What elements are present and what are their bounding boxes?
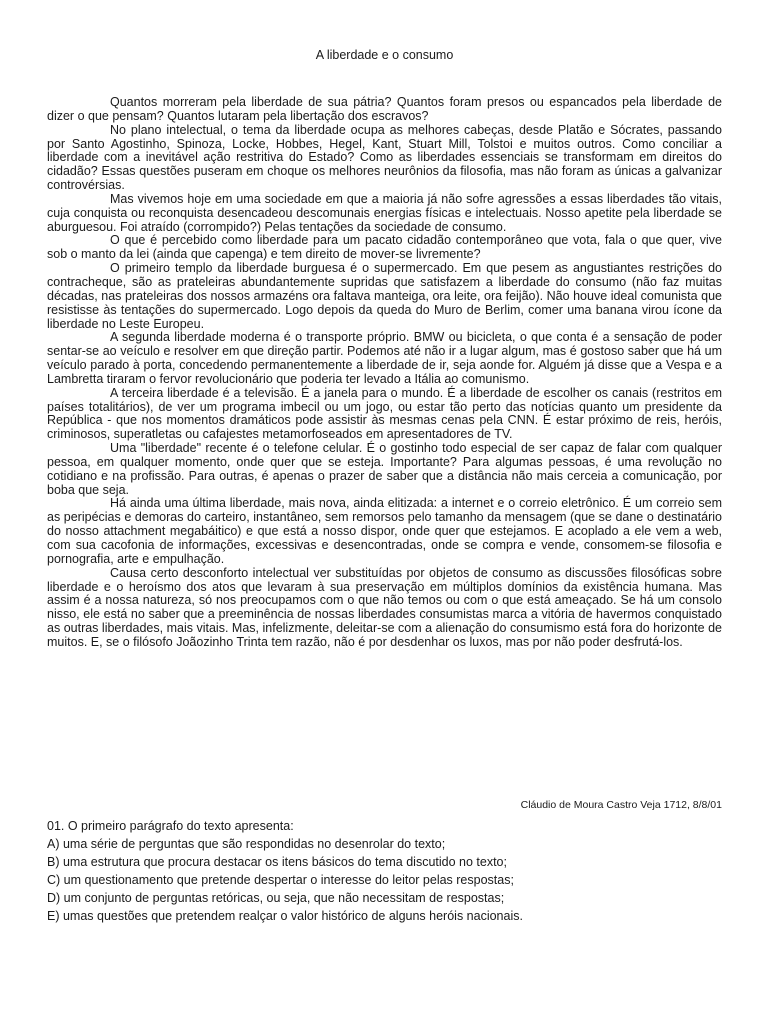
- page-title: A liberdade e o consumo: [315, 48, 454, 62]
- paragraph: A terceira liberdade é a televisão. É a janela para o mundo. É a liberdade de escolher os canais (restritos em países totalitários), de ver um programa imbecil ou um jogo, ou estar tão perto das notícias quanto um presidente da República - que nos momentos dramáticos pode assistir às mesmas cenas pela CNN. É estar próximo de reis, heróis, criminosos, superatletas ou cafajestes metamorfoseados em apresentadores de TV.: [47, 385, 722, 442]
- answer-option-b: B) uma estrutura que procura destacar os itens básicos do tema discutido no texto;: [47, 855, 507, 869]
- question-prompt: 01. O primeiro parágrafo do texto apresenta:: [47, 819, 294, 833]
- source-citation: Cláudio de Moura Castro Veja 1712, 8/8/01: [520, 799, 722, 811]
- answer-options: [47, 835, 722, 925]
- article-body: [47, 96, 722, 650]
- paragraph: Uma "liberdade" recente é o telefone celular. É o gostinho todo especial de ser capaz de falar com qualquer pessoa, em qualquer momento, onde quer que se esteja. Importante? Para algumas pessoas, é uma revolução no cotidiano e na profissão. Para outras, é apenas o prazer de saber que a distância não mais cerceia a comunicação, por boba que seja.: [47, 441, 722, 497]
- answer-option-a: A) uma série de perguntas que são respondidas no desenrolar do texto;: [47, 837, 446, 851]
- question-block: [47, 817, 722, 925]
- answer-option-d: D) um conjunto de perguntas retóricas, ou seja, que não necessitam de respostas;: [47, 891, 505, 905]
- paragraph: Há ainda uma última liberdade, mais nova, ainda elitizada: a internet e o correio eletrônico. É um correio sem as peripécias e demoras do carteiro, instantâneo, sem remorsos pelo tamanho da mensagem (que se dane o destinatário do nosso attachment megabáitico) e que está a nosso dispor, onde quer que estejamos. E acoplado a ele vem a web, com sua cacofonia de informações, excessivas e desencontradas, onde se compra e vende, consomem-se filosofia e pornografia, arte e empulhação.: [47, 496, 722, 566]
- answer-option-c: C) um questionamento que pretende despertar o interesse do leitor pelas respostas;: [47, 873, 514, 887]
- answer-option-e: E) umas questões que pretendem realçar o valor histórico de alguns heróis nacionais.: [47, 909, 523, 923]
- paragraph: A segunda liberdade moderna é o transporte próprio. BMW ou bicicleta, o que conta é a sensação de poder sentar-se ao veículo e resolver em que direção partir. Podemos até não ir a lugar algum, mas é gostoso saber que há um veículo parado à porta, concedendo permanentemente a liberdade de ir, seja aonde for. Alguém já disse que a Vespa e a Lambretta tiraram o fervor revolucionário que poderia ter levado a Itália ao comunismo.: [47, 330, 722, 386]
- paragraph: No plano intelectual, o tema da liberdade ocupa as melhores cabeças, desde Platão e Sócrates, passando por Santo Agostinho, Spinoza, Locke, Hobbes, Hegel, Kant, Stuart Mill, Tolstoi e muitos outros. Como conciliar a liberdade com a inevitável ação restritiva do Estado? Como as liberdades essenciais se transformam em direitos do cidadão? Essas questões puseram em choque os melhores neurônios da filosofia, mas não foram as únicas a galvanizar controvérsias.: [47, 122, 722, 193]
- paragraph: O primeiro templo da liberdade burguesa é o supermercado. Em que pesem as angustiantes restrições do contracheque, são as prateleiras abundantemente supridas que satisfazem a liberdade do consumo (não faz muitas décadas, nas prateleiras dos nossos armazéns ora faltava manteiga, ora leite, ora feijão). Não houve ideal comunista que resistisse às tentações do supermercado. Logo depois da queda do Muro de Berlim, comer uma banana virou ícone da liberdade no Leste Europeu.: [47, 261, 722, 331]
- paragraph: Causa certo desconforto intelectual ver substituídas por objetos de consumo as discussões filosóficas sobre liberdade e o heroísmo dos atos que levaram à sua preservação em múltiplos domínios da existência humana. Mas assim é a nossa natureza, só nos preocupamos com o que não temos ou com o que está ameaçado. Se há um consolo nisso, ele está no saber que a preeminência de nossas liberdades consumistas marca a vitória de havermos conquistado as outras liberdades, mais vitais. Mas, infelizmente, deleitar-se com a alienação do consumismo está fora do horizonte de muitos. E, se o filósofo Joãozinho Trinta tem razão, não é por desdenhar os luxos, mas por não poder desfrutá-los.: [47, 565, 722, 649]
- paragraph: O que é percebido como liberdade para um pacato cidadão contemporâneo que vota, fala o que quer, vive sob o manto da lei (ainda que capenga) e tem direito de mover-se livremente?: [47, 233, 722, 262]
- paragraph: Mas vivemos hoje em uma sociedade em que a maioria já não sofre agressões a essas liberdades tão vitais, cuja conquista ou reconquista desencadeou descomunais energias físicas e intelectuais. Nosso apetite pela liberdade se aburguesou. Foi atraído (corrompido?) Pelas tentações da sociedade de consumo.: [47, 191, 722, 234]
- paragraph: Quantos morreram pela liberdade de sua pátria? Quantos foram presos ou espancados pela liberdade de dizer o que pensam? Quantos lutaram pela libertação dos escravos?: [47, 95, 722, 123]
